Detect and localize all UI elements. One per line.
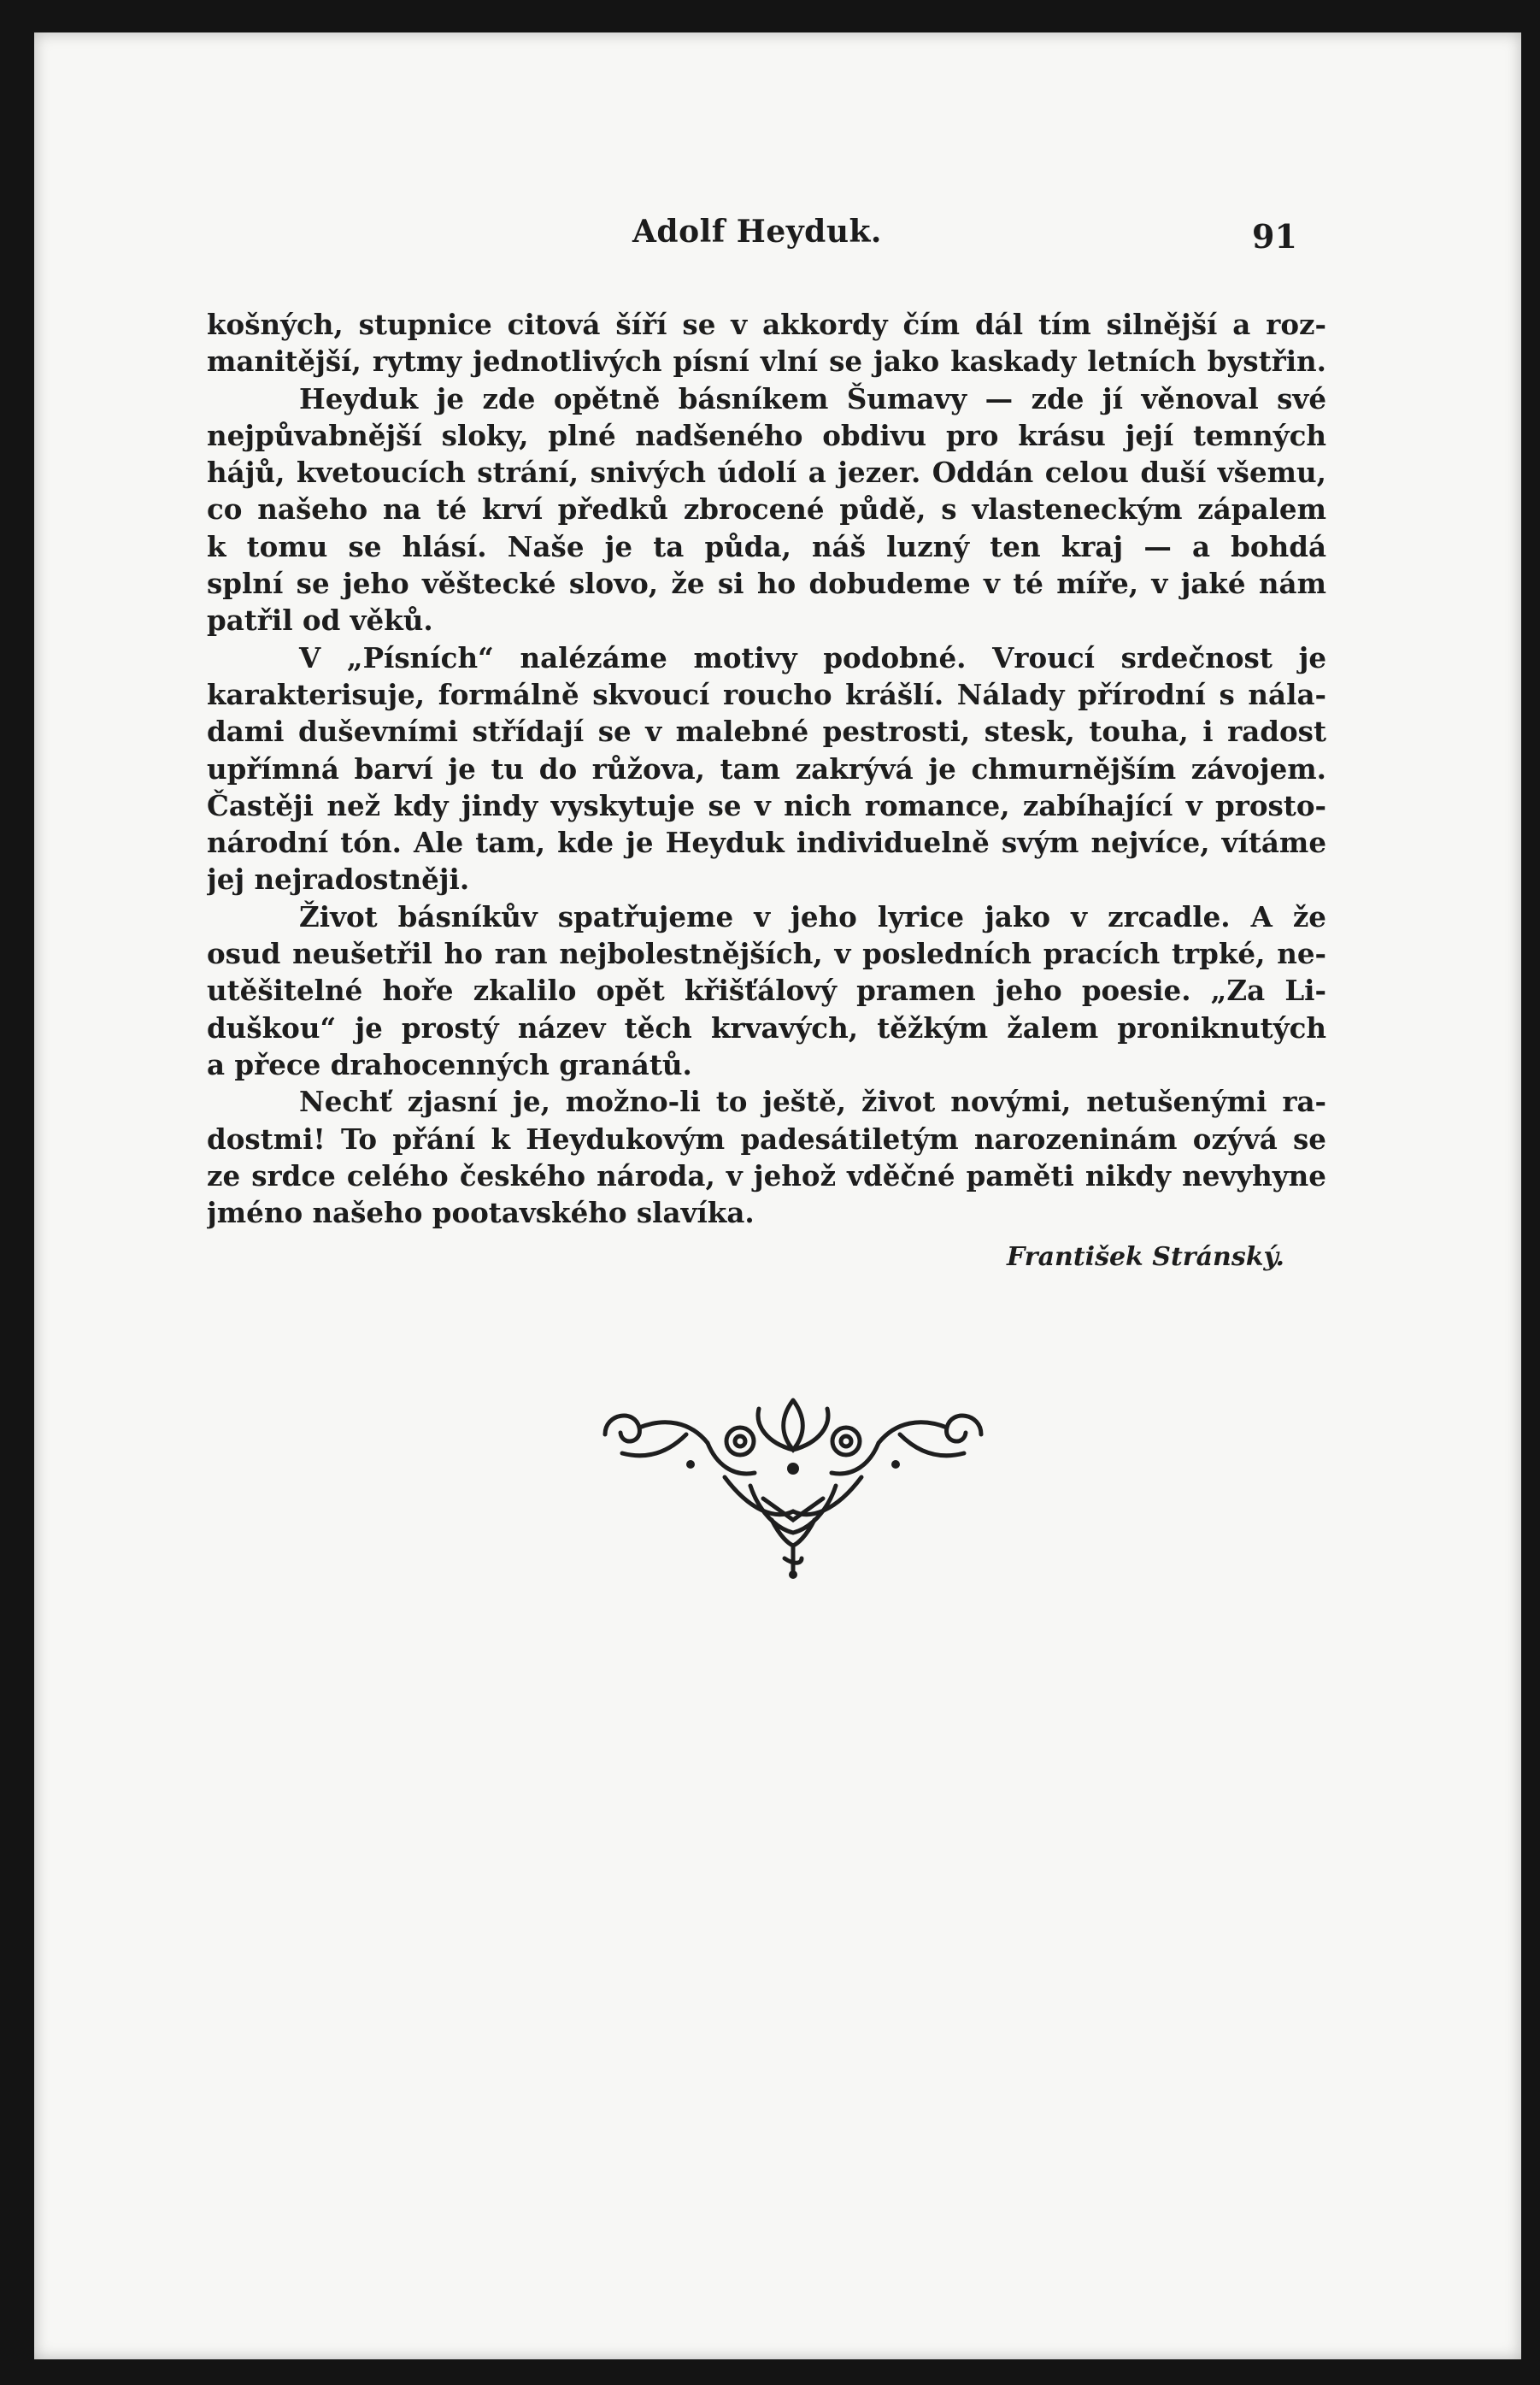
text-line: Heyduk je zde opětně básníkem Šumavy — zde jí věnoval své	[299, 381, 1326, 415]
text-line: osud neušetřil ho ran nejbolestnějších, v posledních pracích trpké, ne-	[207, 937, 1326, 971]
text-line: Život básníkův spatřujeme v jeho lyrice jako v zrcadle. A že	[299, 899, 1326, 933]
author-signature: František Stránský.	[1007, 1242, 1284, 1272]
text-line: ze srdce celého českého národa, v jehož vděčné paměti nikdy nevyhyne	[207, 1158, 1326, 1192]
article-body	[207, 306, 1326, 1231]
page-header	[34, 195, 1521, 255]
text-line: nejpůvabnější sloky, plné nadšeného obdivu pro krásu její temných	[207, 418, 1326, 452]
text-line: košných, stupnice citová šíří se v akkordy čím dál tím silnější a roz-	[207, 308, 1326, 341]
text-line: národní tón. Ale tam, kde je Heyduk individuelně svým nejvíce, vítáme	[207, 826, 1326, 860]
text-line: upřímná barví je tu do růžova, tam zakrývá je chmurnějším závojem.	[207, 751, 1326, 786]
text-line: jej nejradostněji.	[207, 863, 470, 897]
floral-ornament-icon	[588, 1383, 998, 1580]
text-line: k tomu se hlásí. Naše je ta půda, náš luzný ten kraj — a bohdá	[207, 529, 1326, 563]
text-line: hájů, kvetoucích strání, snivých údolí a jezer. Oddán celou duší všemu,	[207, 456, 1326, 490]
text-line: manitější, rytmy jednotlivých písní vlní se jako kaskady letních bystřin.	[207, 344, 1326, 379]
text-line: V „Písních“ nalézáme motivy podobné. Vroucí srdečnost je	[299, 640, 1326, 674]
book-page	[34, 32, 1521, 2359]
text-line: duškou“ je prostý název těch krvavých, těžkým žalem proniknutých	[207, 1010, 1326, 1045]
text-line: jméno našeho pootavského slavíka.	[207, 1196, 755, 1230]
text-line: co našeho na té krví předků zbrocené půdě, s vlasteneckým zápalem	[207, 492, 1326, 527]
running-title: Adolf Heyduk.	[632, 214, 882, 250]
text-line: karakterisuje, formálně skvoucí roucho krášlí. Nálady přírodní s nála-	[207, 677, 1326, 711]
ornament-vignette	[588, 1383, 998, 1580]
text-line: Častěji než kdy jindy vyskytuje se v nich romance, zabíhající v prosto-	[207, 788, 1326, 822]
text-line: dami duševními střídají se v malebné pestrosti, stesk, touha, i radost	[207, 715, 1326, 749]
text-line: splní se jeho věštecké slovo, že si ho dobudeme v té míře, v jaké nám	[207, 567, 1326, 601]
text-line: utěšitelné hoře zkalilo opět křišťálový pramen jeho poesie. „Za Li-	[207, 974, 1326, 1008]
text-line: Nechť zjasní je, možno-li to ještě, život novými, netušenými ra-	[299, 1085, 1326, 1119]
text-line: a přece drahocenných granátů.	[207, 1047, 692, 1081]
page-number: 91	[1252, 217, 1297, 256]
text-line: dostmi! To přání k Heydukovým padesátiletým narozeninám ozývá se	[207, 1122, 1326, 1156]
text-line: patřil od věků.	[207, 604, 433, 638]
